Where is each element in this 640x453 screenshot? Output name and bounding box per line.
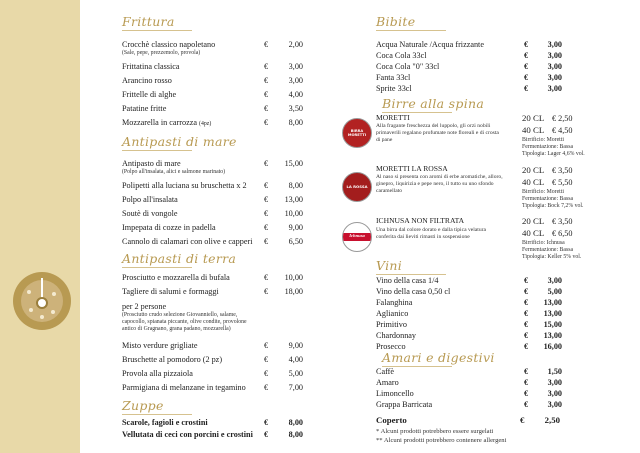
decorative-side-band: [0, 0, 80, 453]
menu-item-price: 9,00: [288, 223, 303, 232]
menu-item-price: 10,00: [284, 273, 303, 282]
menu-item-price: 5,00: [547, 287, 562, 296]
moretti-la-rossa-logo-icon: [342, 172, 372, 202]
menu-item-price: 4,00: [288, 90, 303, 99]
beer-size: 40 CL: [522, 177, 545, 187]
beer-size: 20 CL: [522, 165, 545, 175]
menu-item-price: 7,00: [288, 383, 303, 392]
menu-item-name: Soutè di vongole: [122, 209, 178, 218]
menu-item-name: Provola alla pizzaiola: [122, 369, 193, 378]
menu-item-price: 3,00: [547, 389, 562, 398]
badge-text: BIRRA MORETTI: [347, 129, 367, 137]
currency-symbol: €: [524, 62, 529, 71]
menu-item-name: Sprite 33cl: [376, 84, 412, 93]
pizza-topping: [27, 290, 31, 294]
beer-description: Al naso si presenta con aromi di erbe aromatiche, alloro, ginepro, liquirizia e pepe nero, il tutto su uno sfondo caramellato: [376, 174, 503, 194]
currency-symbol: €: [264, 430, 269, 439]
menu-item-price: 3,00: [547, 40, 562, 49]
menu-item-name: Frittatina classica: [122, 62, 180, 71]
menu-item-name: Antipasto di mare: [122, 159, 181, 168]
menu-item-name: Fanta 33cl: [376, 73, 411, 82]
section-title-vini: Vini: [376, 258, 446, 275]
currency-symbol: €: [524, 400, 529, 409]
menu-item-description: capocollo, spianata piccante, olive condite, provolone: [122, 319, 247, 325]
section-title-frittura: Frittura: [122, 14, 192, 31]
menu-item-name: Polipetti alla luciana su bruschetta x 2: [122, 181, 247, 190]
menu-item-price: 3,00: [547, 51, 562, 60]
coperto-price: 2,50: [544, 415, 560, 425]
menu-item-price: 3,00: [547, 84, 562, 93]
menu-item-name: Aglianico: [376, 309, 409, 318]
currency-symbol: €: [264, 104, 269, 113]
menu-item-price: 5,00: [288, 369, 303, 378]
currency-symbol: €: [264, 159, 269, 168]
menu-item-price: 3,00: [288, 76, 303, 85]
menu-item-price: 15,00: [284, 159, 303, 168]
menu-item-name: Tagliere di salumi e formaggi: [122, 287, 219, 296]
menu-item-price: 8,00: [288, 418, 303, 427]
currency-symbol: €: [264, 90, 269, 99]
beer-info: Birrificio: Moretti: [522, 189, 565, 195]
menu-page: [80, 0, 640, 453]
section-title-birre: Birre alla spina: [382, 96, 485, 111]
currency-symbol: €: [524, 367, 529, 376]
beer-info: Birrificio: Ichnusa: [522, 240, 565, 246]
menu-item-price: 3,00: [547, 400, 562, 409]
menu-item-price: 3,00: [547, 378, 562, 387]
beer-name: ICHNUSA NON FILTRATA: [376, 216, 465, 225]
menu-item-price: 1,50: [547, 367, 562, 376]
menu-item-name: Acqua Naturale /Acqua frizzante: [376, 40, 484, 49]
beer-info: Fermentazione: Bassa: [522, 144, 574, 150]
beer-price: € 2,50: [552, 114, 573, 123]
beer-name: MORETTI LA ROSSA: [376, 164, 448, 173]
menu-item-name: Coca Cola 33cl: [376, 51, 427, 60]
menu-item-description: (Prosciutto crudo selezione Giovanniello, salame,: [122, 312, 238, 318]
currency-symbol: €: [524, 298, 529, 307]
moretti-logo-icon: [342, 118, 372, 148]
currency-symbol: €: [524, 342, 529, 351]
coperto-label: Coperto: [376, 415, 407, 425]
beer-price: € 6,50: [552, 229, 573, 238]
menu-item-name: Chardonnay: [376, 331, 417, 340]
beer-info: Tipologia: Keller 5% vol.: [522, 254, 582, 260]
menu-item-price: 8,00: [288, 181, 303, 190]
pizza-topping: [52, 292, 56, 296]
menu-item-description: antico di Gragnano, grana padano, mozzarella): [122, 326, 231, 332]
menu-item-name: per 2 persone: [122, 302, 167, 311]
menu-item-price: 4,00: [288, 355, 303, 364]
pizza-center: [36, 297, 48, 309]
menu-item-price: 2,00: [288, 40, 303, 49]
menu-item-price: 8,00: [288, 118, 303, 127]
beer-info: Fermentazione: Bassa: [522, 247, 574, 253]
menu-item-name: Vino della casa 1/4: [376, 276, 439, 285]
currency-symbol: €: [264, 355, 269, 364]
section-title-bibite: Bibite: [376, 14, 446, 31]
menu-item-name: Limoncello: [376, 389, 414, 398]
currency-symbol: €: [264, 341, 269, 350]
beer-size: 20 CL: [522, 113, 545, 123]
currency-symbol: €: [264, 273, 269, 282]
menu-item-price: 13,00: [543, 309, 562, 318]
beer-price: € 4,50: [552, 126, 573, 135]
footnote-frozen: * Alcuni prodotti potrebbero essere surgelati: [376, 428, 494, 435]
section-title-zuppe: Zuppe: [122, 398, 192, 415]
currency-symbol: €: [264, 418, 269, 427]
menu-item-name: Polpo all'insalata: [122, 195, 178, 204]
beer-info: Tipologia: Lager 4,6% vol.: [522, 151, 585, 157]
menu-item-price: 16,00: [543, 342, 562, 351]
beer-price: € 3,50: [552, 166, 573, 175]
menu-item-name: Arancino rosso: [122, 76, 172, 85]
menu-item-name: Prosecco: [376, 342, 406, 351]
menu-item-name: Coca Cola "0" 33cl: [376, 62, 440, 71]
menu-item-name: Parmigiana di melanzane in tegamino: [122, 383, 246, 392]
beer-name: MORETTI: [376, 113, 410, 122]
menu-item-price: 6,50: [288, 237, 303, 246]
menu-item-name: Crocchè classico napoletano: [122, 40, 216, 49]
menu-item-name: Prosciutto e mozzarella di bufala: [122, 273, 230, 282]
menu-item-name: Grappa Barricata: [376, 400, 433, 409]
section-title-antipasti-mare: Antipasti di mare: [122, 134, 237, 149]
currency-symbol: €: [264, 195, 269, 204]
menu-item-name: [122, 118, 211, 129]
menu-item-price: 13,00: [284, 195, 303, 204]
menu-item-name: Primitivo: [376, 320, 407, 329]
currency-symbol: €: [524, 309, 529, 318]
currency-symbol: €: [264, 40, 269, 49]
section-title-amari: Amari e digestivi: [382, 350, 495, 365]
currency-symbol: €: [524, 378, 529, 387]
menu-item-price: 8,00: [288, 430, 303, 439]
footnote-allergens: ** Alcuni prodotti potrebbero contenere allergeni: [376, 437, 507, 444]
currency-symbol: €: [520, 415, 525, 425]
menu-item-price: 15,00: [543, 320, 562, 329]
currency-symbol: €: [524, 40, 529, 49]
beer-size: 20 CL: [522, 216, 545, 226]
menu-item-price: 13,00: [543, 298, 562, 307]
currency-symbol: €: [524, 73, 529, 82]
pizza-logo-icon: [13, 272, 71, 330]
currency-symbol: €: [264, 223, 269, 232]
menu-item-price: 3,00: [288, 62, 303, 71]
currency-symbol: €: [524, 331, 529, 340]
currency-symbol: €: [524, 287, 529, 296]
menu-item-price: 13,00: [543, 331, 562, 340]
menu-item-name: Patatine fritte: [122, 104, 167, 113]
beer-info: Birrificio: Moretti: [522, 137, 565, 143]
beer-description: Una birra dal colore dorato e dalla tipica velatura conferita dai lieviti rimasti in sospensione: [376, 227, 486, 240]
badge-text: LA ROSSA: [346, 184, 368, 189]
badge-text: Ichnusa: [349, 233, 365, 238]
currency-symbol: €: [264, 287, 269, 296]
pizza-peel-handle: [41, 278, 43, 298]
currency-symbol: €: [264, 118, 269, 127]
menu-item-name: Falanghina: [376, 298, 413, 307]
menu-item-quantity: (4pz): [199, 121, 212, 127]
menu-item-name: Amaro: [376, 378, 399, 387]
menu-item-label: Mozzarella in carrozza: [122, 118, 197, 127]
menu-item-name: Bruschette al pomodoro (2 pz): [122, 355, 223, 364]
menu-item-name: Vino della casa 0,50 cl: [376, 287, 451, 296]
menu-item-price: 3,00: [547, 62, 562, 71]
beer-info: Tipologia: Bock 7,2% vol.: [522, 203, 584, 209]
currency-symbol: €: [524, 84, 529, 93]
beer-price: € 3,50: [552, 217, 573, 226]
pizza-topping: [51, 310, 55, 314]
menu-item-name: Caffè: [376, 367, 395, 376]
menu-item-description: (Polpo all'insalata, alici e salmone marinato): [122, 169, 226, 175]
menu-item-name: Vellutata di ceci con porcini e crostini: [122, 430, 253, 439]
currency-symbol: €: [264, 237, 269, 246]
beer-size: 40 CL: [522, 125, 545, 135]
currency-symbol: €: [264, 209, 269, 218]
pizza-topping: [29, 308, 33, 312]
menu-item-name: Frittelle di alghe: [122, 90, 177, 99]
menu-item-name: Impepata di cozze in padella: [122, 223, 216, 232]
menu-item-name: Cannolo di calamari con olive e capperi: [122, 237, 253, 246]
beer-description: Alla fragante freschezza del luppolo, gli orzi nobili primaverili regalano profumate note floreali e di crosta di pane: [376, 123, 499, 143]
menu-item-price: 9,00: [288, 341, 303, 350]
currency-symbol: €: [264, 62, 269, 71]
currency-symbol: €: [524, 51, 529, 60]
beer-info: Fermentazione: Bassa: [522, 196, 574, 202]
pizza-topping: [40, 315, 44, 319]
currency-symbol: €: [524, 276, 529, 285]
ichnusa-logo-icon: [342, 222, 372, 252]
menu-item-price: 18,00: [284, 287, 303, 296]
beer-price: € 5,50: [552, 178, 573, 187]
currency-symbol: €: [264, 383, 269, 392]
menu-item-price: 3,00: [547, 276, 562, 285]
menu-item-name: Misto verdure grigliate: [122, 341, 198, 350]
menu-item-name: Scarole, fagioli e crostini: [122, 418, 208, 427]
currency-symbol: €: [264, 181, 269, 190]
menu-item-description: (Sale, pepe, prezzemolo, provola): [122, 50, 201, 56]
section-title-antipasti-terra: Antipasti di terra: [122, 251, 237, 266]
currency-symbol: €: [524, 320, 529, 329]
menu-item-price: 10,00: [284, 209, 303, 218]
currency-symbol: €: [524, 389, 529, 398]
menu-item-price: 3,50: [288, 104, 303, 113]
pizza-ring: [21, 280, 63, 322]
currency-symbol: €: [264, 76, 269, 85]
beer-size: 40 CL: [522, 228, 545, 238]
menu-item-price: 3,00: [547, 73, 562, 82]
currency-symbol: €: [264, 369, 269, 378]
